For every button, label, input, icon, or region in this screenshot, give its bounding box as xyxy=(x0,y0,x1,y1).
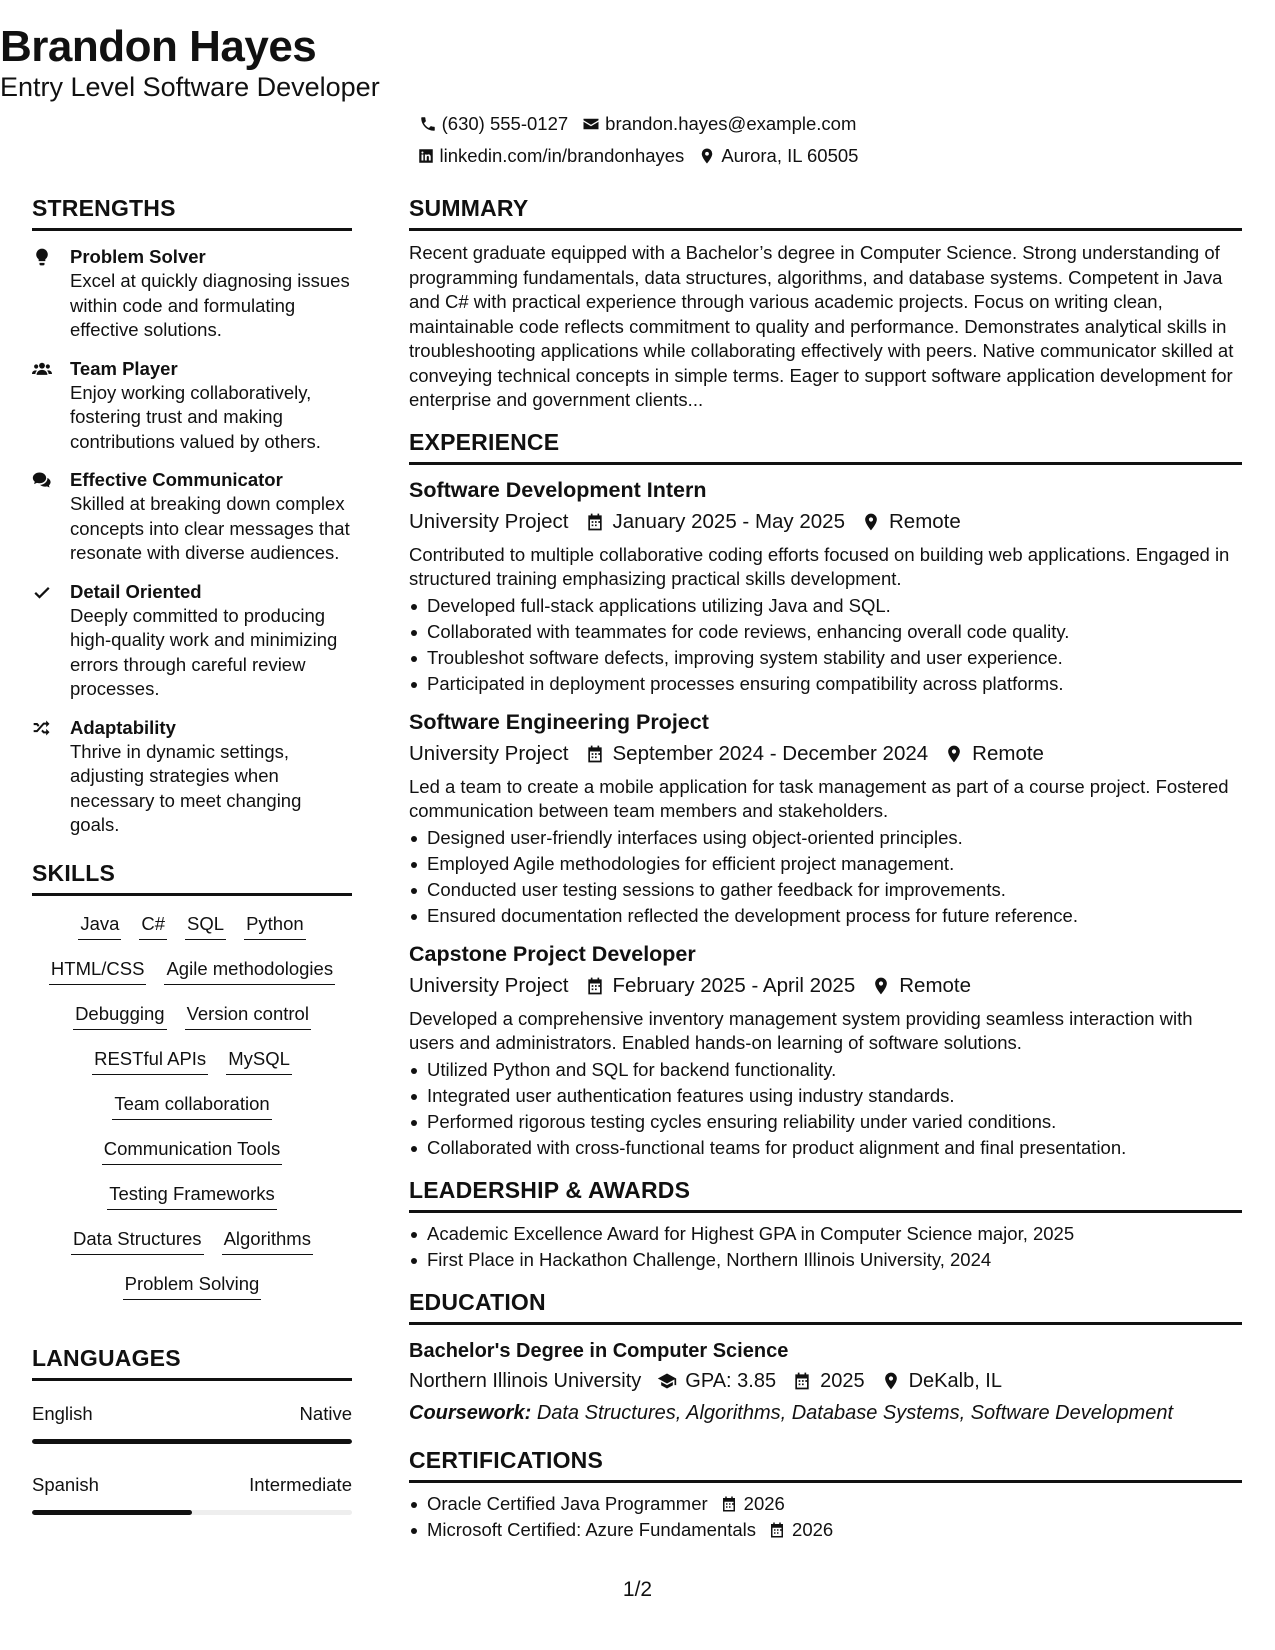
job-description: Contributed to multiple collaborative coding efforts focused on building web applications. Engaged in structured training emphasizing practical skills development. xyxy=(409,543,1230,589)
envelope-icon xyxy=(582,115,600,133)
comments-icon xyxy=(32,470,52,490)
education-coursework xyxy=(409,1397,1242,1429)
map-pin-icon xyxy=(698,147,716,165)
strength-desc: Excel at quickly diagnosing issues within code and formulating effective solutions. xyxy=(70,270,350,340)
language-name: English xyxy=(32,1402,93,1424)
calendar-icon xyxy=(585,744,605,764)
list-item: Designed user-friendly interfaces using object-oriented principles. xyxy=(409,825,1242,851)
list-item: Conducted user testing sessions to gather feedback for improvements. xyxy=(409,877,1242,903)
language-level: Native xyxy=(299,1402,352,1424)
education-gpa: GPA: 3.85 xyxy=(685,1369,777,1392)
skill-tag: C# xyxy=(139,912,167,940)
strengths-list xyxy=(32,245,352,838)
skills-heading: SKILLS xyxy=(32,860,352,896)
list-item: Collaborated with cross-functional teams for product alignment and final presentation. xyxy=(409,1135,1242,1161)
job-location: Remote xyxy=(888,509,961,533)
right-column xyxy=(409,195,1242,1543)
strengths-heading: STRENGTHS xyxy=(32,195,352,231)
lightbulb-icon xyxy=(32,247,52,267)
job-meta xyxy=(409,971,1242,1001)
list-item: Integrated user authentication features using industry standards. xyxy=(409,1083,1242,1109)
job-title: Capstone Project Developer xyxy=(409,941,696,966)
skill-tag: Algorithms xyxy=(222,1227,313,1255)
education-school: Northern Illinois University xyxy=(409,1369,642,1392)
cert-year: 2026 xyxy=(743,1492,785,1514)
strength-title: Adaptability xyxy=(70,716,176,738)
job-location: Remote xyxy=(899,973,972,997)
graduation-cap-icon xyxy=(657,1371,677,1391)
job-meta xyxy=(409,507,1242,537)
map-pin-icon xyxy=(871,976,891,996)
candidate-name: Brandon Hayes xyxy=(0,22,317,71)
strength-desc: Skilled at breaking down complex concepts into clear messages that resonate with diverse audiences. xyxy=(70,493,350,563)
list-item: Developed full-stack applications utilizing Java and SQL. xyxy=(409,593,1242,619)
calendar-icon xyxy=(720,1495,738,1513)
skill-tag: Communication Tools xyxy=(102,1137,283,1165)
list-item: Employed Agile methodologies for efficient project management. xyxy=(409,851,1242,877)
job-location: Remote xyxy=(972,741,1044,765)
skill-tag: Version control xyxy=(185,1002,311,1030)
list-item: Utilized Python and SQL for backend functionality. xyxy=(409,1057,1242,1083)
coursework-label: Coursework: xyxy=(409,1401,532,1424)
strength-item xyxy=(32,580,352,702)
list-item: Ensured documentation reflected the development process for future reference. xyxy=(409,903,1242,929)
job-entry xyxy=(409,475,1242,697)
list-item: First Place in Hackathon Challenge, Northern Illinois University, 2024 xyxy=(409,1247,1242,1273)
candidate-headline: Entry Level Software Developer xyxy=(0,72,380,102)
certifications-heading: CERTIFICATIONS xyxy=(409,1447,1242,1483)
calendar-icon xyxy=(585,512,605,532)
page-number: 1/2 xyxy=(622,1578,653,1601)
phone-icon xyxy=(419,115,437,133)
strength-title: Team Player xyxy=(70,357,178,379)
shuffle-icon xyxy=(32,718,52,738)
education-location: DeKalb, IL xyxy=(908,1369,1002,1392)
job-title: Software Engineering Project xyxy=(409,709,709,734)
check-icon xyxy=(32,582,52,602)
contact-location xyxy=(698,145,858,167)
job-org: University Project xyxy=(409,509,569,533)
language-proficiency-fill xyxy=(32,1510,192,1515)
education-year: 2025 xyxy=(820,1369,865,1392)
job-description: Developed a comprehensive inventory management system providing seamless interaction with users and administrators. Enabled hands-on learning of software solutions. xyxy=(409,1007,1193,1053)
phone-text: (630) 555-0127 xyxy=(441,113,569,134)
skill-tag: HTML/CSS xyxy=(49,957,147,985)
list-item xyxy=(409,1491,1242,1517)
linkedin-text: linkedin.com/in/brandonhayes xyxy=(439,145,685,166)
skill-tag: MySQL xyxy=(226,1047,292,1075)
linkedin-icon xyxy=(417,147,435,165)
job-bullets xyxy=(409,825,1242,929)
education-degree: Bachelor's Degree in Computer Science xyxy=(409,1339,789,1362)
summary-text: Recent graduate equipped with a Bachelor’s degree in Computer Science. Strong understanding of programming fundamentals, data structures, algorithms, and database systems. Competent in Java and C# with practical experience through various academic projects. Focus on writing clean, maintainable code reflects commitment to quality and performance. Demonstrates analytical skills in troubleshooting applications while collaborating effectively with peers. Native communicator skilled at conveying technical concepts in simple terms. Eager to support software application development for enterprise and government clients... xyxy=(409,242,1234,410)
skill-tag: RESTful APIs xyxy=(92,1047,208,1075)
strength-desc: Thrive in dynamic settings, adjusting strategies when necessary to meet changing goals. xyxy=(70,740,302,835)
skill-tag: Debugging xyxy=(73,1002,167,1030)
strength-item xyxy=(32,245,352,343)
job-dates: September 2024 - December 2024 xyxy=(612,741,929,765)
strength-item xyxy=(32,357,352,455)
job-entry xyxy=(409,707,1242,929)
job-org: University Project xyxy=(409,973,569,997)
leadership-heading: LEADERSHIP & AWARDS xyxy=(409,1177,1242,1213)
coursework-text: Data Structures, Algorithms, Database Systems, Software Development xyxy=(536,1401,1174,1424)
job-meta xyxy=(409,739,1242,769)
language-item xyxy=(32,1403,352,1444)
job-description: Led a team to create a mobile application for task management as part of a course project. Fostered communication between team members and stakeholders. xyxy=(409,775,1229,821)
calendar-icon xyxy=(585,976,605,996)
contact-row-2 xyxy=(0,145,1275,167)
job-entry xyxy=(409,939,1242,1161)
skill-tag: Team collaboration xyxy=(112,1092,271,1120)
users-icon xyxy=(32,359,52,379)
strength-title: Effective Communicator xyxy=(70,469,283,490)
strength-item xyxy=(32,716,352,838)
calendar-icon xyxy=(792,1371,812,1391)
email-text: brandon.hayes@example.com xyxy=(605,113,857,134)
experience-heading: EXPERIENCE xyxy=(409,429,1242,465)
skill-tag: Testing Frameworks xyxy=(107,1182,277,1210)
strength-desc: Deeply committed to producing high-quality work and minimizing errors through careful review processes. xyxy=(70,604,338,699)
education-meta xyxy=(409,1367,1242,1395)
skill-tag: Agile methodologies xyxy=(164,957,335,985)
cert-name: Microsoft Certified: Azure Fundamentals xyxy=(427,1518,757,1540)
language-item xyxy=(32,1474,352,1515)
language-name: Spanish xyxy=(32,1473,99,1495)
contact-linkedin[interactable] xyxy=(417,145,685,167)
contact-phone[interactable] xyxy=(419,113,569,135)
left-column xyxy=(32,195,352,1515)
job-bullets xyxy=(409,1057,1242,1161)
skill-tag: Java xyxy=(78,912,121,940)
language-proficiency-fill xyxy=(32,1439,352,1444)
leadership-list xyxy=(409,1221,1242,1273)
list-item xyxy=(409,1517,1242,1543)
map-pin-icon xyxy=(881,1371,901,1391)
summary-heading: SUMMARY xyxy=(409,195,1242,231)
language-proficiency-bar xyxy=(32,1510,352,1515)
certifications-list xyxy=(409,1491,1242,1543)
map-pin-icon xyxy=(944,744,964,764)
strength-title: Problem Solver xyxy=(70,246,206,267)
skills-list xyxy=(32,912,352,1317)
skill-tag: SQL xyxy=(185,912,226,940)
strength-desc: Enjoy working collaboratively, fostering trust and making contributions valued by others. xyxy=(70,381,321,452)
cert-year: 2026 xyxy=(792,1518,834,1540)
job-bullets xyxy=(409,593,1242,697)
language-proficiency-bar xyxy=(32,1439,352,1444)
list-item: Participated in deployment processes ensuring compatibility across platforms. xyxy=(409,671,1242,697)
contact-row-1 xyxy=(0,113,1275,135)
skill-tag: Data Structures xyxy=(71,1227,204,1255)
job-dates: January 2025 - May 2025 xyxy=(612,509,845,533)
strength-title: Detail Oriented xyxy=(70,580,202,602)
list-item: Performed rigorous testing cycles ensuring reliability under varied conditions. xyxy=(409,1109,1242,1135)
language-level: Intermediate xyxy=(249,1473,352,1495)
location-text: Aurora, IL 60505 xyxy=(721,145,859,166)
list-item: Academic Excellence Award for Highest GPA in Computer Science major, 2025 xyxy=(409,1221,1242,1247)
education-heading: EDUCATION xyxy=(409,1289,1242,1325)
calendar-icon xyxy=(768,1521,786,1539)
job-title: Software Development Intern xyxy=(409,477,707,502)
languages-heading: LANGUAGES xyxy=(32,1345,352,1381)
contact-email[interactable] xyxy=(582,113,856,135)
list-item: Collaborated with teammates for code reviews, enhancing overall code quality. xyxy=(409,619,1242,645)
strength-item xyxy=(32,468,352,566)
cert-name: Oracle Certified Java Programmer xyxy=(427,1492,708,1514)
job-org: University Project xyxy=(409,741,569,765)
job-dates: February 2025 - April 2025 xyxy=(612,973,856,997)
list-item: Troubleshot software defects, improving system stability and user experience. xyxy=(409,645,1242,671)
skill-tag: Python xyxy=(244,912,306,940)
skill-tag: Problem Solving xyxy=(123,1272,262,1300)
map-pin-icon xyxy=(861,512,881,532)
